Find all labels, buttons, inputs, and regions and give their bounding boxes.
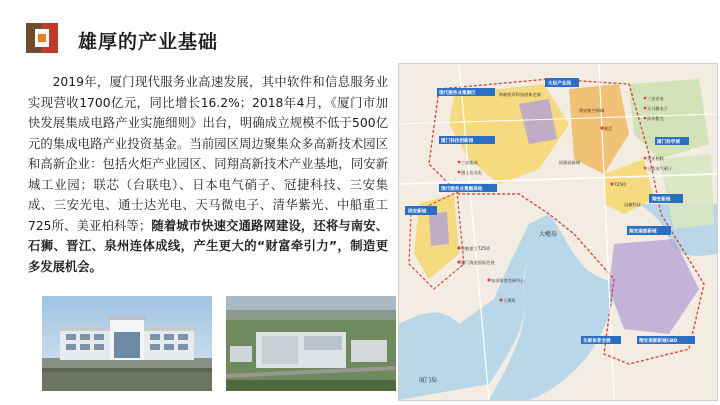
map-label-l8: 三安光电 bbox=[647, 96, 664, 101]
svg-text:火炬产业园: 火炬产业园 bbox=[548, 81, 571, 87]
map-label-l19: 同翔高新城 bbox=[559, 160, 580, 165]
map-label-l17: 厦门岛 bbox=[419, 377, 438, 384]
body-paragraph bbox=[28, 72, 388, 277]
map-box-park1 bbox=[439, 136, 495, 144]
map-label-l4: 厦门海沧国际会展 bbox=[461, 260, 495, 265]
map-box-tongan bbox=[405, 206, 437, 215]
map-box-zone-se bbox=[627, 226, 671, 235]
logo-icon bbox=[24, 20, 60, 56]
map-box-xiangan bbox=[649, 194, 683, 203]
industrial-map bbox=[398, 63, 718, 401]
map-box-torch bbox=[545, 78, 579, 87]
svg-text:现代服务业集聚高地: 现代服务业集聚高地 bbox=[441, 187, 483, 192]
map-label-l12: 日本电气硝子 bbox=[647, 166, 673, 171]
map-label-l13: 冠捷科技 bbox=[624, 202, 641, 207]
map-label-l7: 联芯 bbox=[604, 126, 613, 131]
svg-text:翔安南部新城: 翔安南部新城 bbox=[629, 229, 657, 235]
svg-text:同安新城: 同安新城 bbox=[408, 209, 427, 215]
map-label-l18: 下潭尾 bbox=[503, 298, 516, 303]
svg-text:东部体育会展: 东部体育会展 bbox=[583, 339, 611, 344]
map-label-l1: 海峡两岸科技创新走廊 bbox=[499, 92, 541, 97]
map-label-l11: 美亚柏科 bbox=[647, 156, 664, 161]
svg-text:翔安新城: 翔安新城 bbox=[652, 197, 671, 203]
page-title: 雄厚的产业基础 bbox=[78, 31, 219, 53]
map-label-l15: 通士达光电 bbox=[461, 170, 482, 175]
map-box-bottom2 bbox=[637, 336, 695, 344]
map-box-science-city bbox=[655, 137, 689, 145]
building-photo bbox=[42, 296, 212, 391]
map-label-l6: 725所 bbox=[614, 182, 627, 187]
svg-text:厦门科技创新园: 厦门科技创新园 bbox=[441, 139, 474, 144]
map-label-l5: 东部体育会展中心 bbox=[491, 278, 525, 283]
paragraph-bold: 随着城市快速交通路网建设，还将与南安、石狮、晋江、泉州连体成线，产生更大的“财富牵引力”，制造更多发展机会。 bbox=[28, 218, 388, 274]
map-label-l14: 三安集成 bbox=[461, 160, 478, 165]
map-box-kejicheng bbox=[437, 88, 495, 96]
map-label-l16: 大嶝岛 bbox=[539, 231, 558, 238]
map-label-l10: 清华紫光 bbox=[647, 116, 664, 121]
map-box-bottom1 bbox=[581, 336, 621, 344]
aerial-park-photo bbox=[226, 296, 396, 391]
svg-text:现代服务业集聚区: 现代服务业集聚区 bbox=[439, 91, 476, 96]
svg-text:翔安南部新城CBD: 翔安南部新城CBD bbox=[639, 339, 678, 344]
svg-text:厦门科学城: 厦门科学城 bbox=[657, 140, 680, 145]
map-label-l2: 翔安航空新城 bbox=[579, 108, 605, 113]
map-box-park2 bbox=[439, 184, 497, 192]
map-label-l9: 天马微电子 bbox=[647, 106, 668, 111]
map-label-l3: 中船重工725所 bbox=[461, 246, 490, 251]
paragraph-normal: 2019年，厦门现代服务业高速发展，其中软件和信息服务业实现营收1700亿元，同比增长16.2%；2018年4月，《厦门市加快发展集成电路产业实施细则》出台，明确成立规模不低于500亿元的集成电路产业投资基金。当前园区周边聚集众多高新技术园区和高新企业：包括火炬产业园区、同翔高新技术产业基地，同安新城工业园；联芯（台联电）、日本电气硝子、冠捷科技、三安集成、三安光电、通士达光电、天马微电子、清华紫光、中船重工725所、美亚柏科等； bbox=[28, 75, 388, 233]
